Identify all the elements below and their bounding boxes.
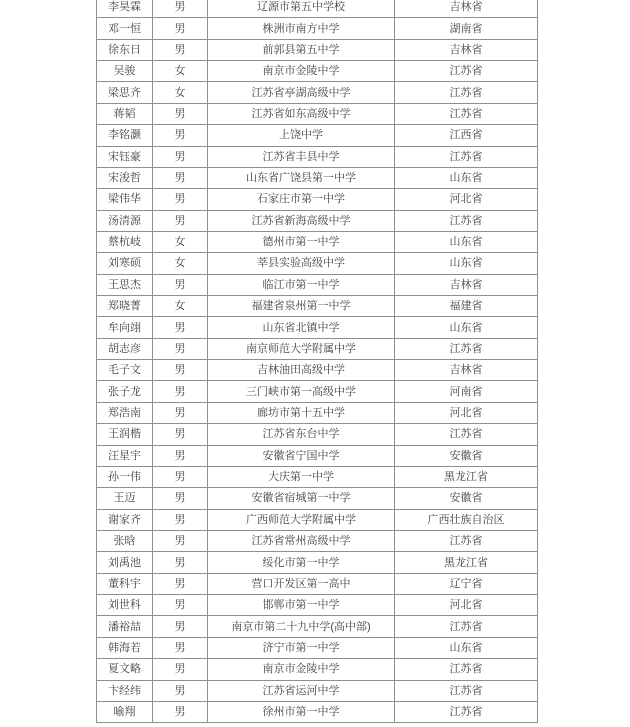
cell-school: 石家庄市第一中学 xyxy=(208,189,395,210)
cell-province: 江西省 xyxy=(395,125,538,146)
cell-province: 江苏省 xyxy=(395,338,538,359)
cell-school: 江苏省新海高级中学 xyxy=(208,210,395,231)
cell-province: 黑龙江省 xyxy=(395,466,538,487)
cell-name: 蒋韬 xyxy=(97,103,153,124)
cell-province: 河北省 xyxy=(395,189,538,210)
cell-province: 江苏省 xyxy=(395,616,538,637)
cell-gender: 男 xyxy=(153,509,208,530)
cell-gender: 女 xyxy=(153,231,208,252)
cell-province: 河北省 xyxy=(395,595,538,616)
cell-gender: 男 xyxy=(153,18,208,39)
table-row xyxy=(97,18,538,39)
cell-province: 湖南省 xyxy=(395,18,538,39)
cell-name: 李昊霖 xyxy=(97,0,153,18)
cell-gender: 男 xyxy=(153,680,208,701)
cell-gender: 男 xyxy=(153,146,208,167)
cell-province: 安徽省 xyxy=(395,445,538,466)
cell-gender: 男 xyxy=(153,125,208,146)
cell-school: 莘县实验高级中学 xyxy=(208,253,395,274)
cell-province: 山东省 xyxy=(395,231,538,252)
cell-name: 宋浚哲 xyxy=(97,167,153,188)
cell-name: 汤清源 xyxy=(97,210,153,231)
cell-name: 刘寒硕 xyxy=(97,253,153,274)
cell-name: 刘禹池 xyxy=(97,552,153,573)
table-row xyxy=(97,637,538,658)
cell-gender: 男 xyxy=(153,317,208,338)
cell-name: 汪星宇 xyxy=(97,445,153,466)
cell-gender: 男 xyxy=(153,381,208,402)
table-row xyxy=(97,167,538,188)
cell-name: 卞经纬 xyxy=(97,680,153,701)
cell-gender: 男 xyxy=(153,39,208,60)
cell-name: 牟向翊 xyxy=(97,317,153,338)
cell-school: 南京师范大学附属中学 xyxy=(208,338,395,359)
cell-school: 江苏省亭湖高级中学 xyxy=(208,82,395,103)
cell-province: 江苏省 xyxy=(395,146,538,167)
table-row xyxy=(97,125,538,146)
table-row xyxy=(97,530,538,551)
table-row xyxy=(97,573,538,594)
cell-school: 株洲市南方中学 xyxy=(208,18,395,39)
cell-school: 福建省泉州第一中学 xyxy=(208,296,395,317)
cell-name: 孙一伟 xyxy=(97,466,153,487)
cell-school: 南京市第二十九中学(高中部) xyxy=(208,616,395,637)
cell-gender: 男 xyxy=(153,466,208,487)
cell-name: 徐东日 xyxy=(97,39,153,60)
table-row xyxy=(97,552,538,573)
cell-school: 南京市金陵中学 xyxy=(208,61,395,82)
cell-province: 江苏省 xyxy=(395,82,538,103)
cell-gender: 男 xyxy=(153,573,208,594)
cell-name: 邓一恒 xyxy=(97,18,153,39)
table-row xyxy=(97,338,538,359)
cell-school: 德州市第一中学 xyxy=(208,231,395,252)
table-row xyxy=(97,317,538,338)
cell-name: 张子龙 xyxy=(97,381,153,402)
table-row xyxy=(97,466,538,487)
cell-name: 王润楷 xyxy=(97,424,153,445)
cell-name: 毛子文 xyxy=(97,360,153,381)
cell-school: 上饶中学 xyxy=(208,125,395,146)
cell-name: 喻翔 xyxy=(97,701,153,722)
cell-name: 梁伟华 xyxy=(97,189,153,210)
cell-school: 绥化市第一中学 xyxy=(208,552,395,573)
cell-gender: 男 xyxy=(153,103,208,124)
cell-province: 江苏省 xyxy=(395,680,538,701)
student-roster-table-body xyxy=(97,0,538,723)
cell-province: 江苏省 xyxy=(395,424,538,445)
cell-province: 江苏省 xyxy=(395,659,538,680)
cell-gender: 男 xyxy=(153,274,208,295)
cell-gender: 女 xyxy=(153,61,208,82)
cell-province: 江苏省 xyxy=(395,61,538,82)
cell-province: 山东省 xyxy=(395,317,538,338)
cell-school: 临江市第一中学 xyxy=(208,274,395,295)
table-row xyxy=(97,659,538,680)
cell-school: 徐州市第一中学 xyxy=(208,701,395,722)
cell-name: 李铭灏 xyxy=(97,125,153,146)
cell-school: 江苏省东台中学 xyxy=(208,424,395,445)
cell-province: 吉林省 xyxy=(395,0,538,18)
student-roster-table xyxy=(96,0,538,723)
cell-name: 谢家齐 xyxy=(97,509,153,530)
cell-gender: 男 xyxy=(153,338,208,359)
cell-province: 安徽省 xyxy=(395,488,538,509)
cell-gender: 男 xyxy=(153,701,208,722)
cell-school: 前郭县第五中学 xyxy=(208,39,395,60)
cell-province: 吉林省 xyxy=(395,39,538,60)
cell-name: 张晗 xyxy=(97,530,153,551)
table-row xyxy=(97,0,538,18)
table-row xyxy=(97,381,538,402)
cell-school: 山东省广饶县第一中学 xyxy=(208,167,395,188)
cell-school: 安徽省宁国中学 xyxy=(208,445,395,466)
cell-school: 江苏省运河中学 xyxy=(208,680,395,701)
cell-name: 董科宇 xyxy=(97,573,153,594)
table-row xyxy=(97,61,538,82)
cell-name: 梁思齐 xyxy=(97,82,153,103)
cell-province: 江苏省 xyxy=(395,701,538,722)
cell-gender: 男 xyxy=(153,360,208,381)
cell-province: 河北省 xyxy=(395,402,538,423)
cell-school: 南京市金陵中学 xyxy=(208,659,395,680)
table-row xyxy=(97,103,538,124)
cell-province: 辽宁省 xyxy=(395,573,538,594)
cell-school: 辽源市第五中学校 xyxy=(208,0,395,18)
table-row xyxy=(97,146,538,167)
cell-gender: 男 xyxy=(153,637,208,658)
cell-name: 吴骏 xyxy=(97,61,153,82)
cell-province: 江苏省 xyxy=(395,530,538,551)
cell-gender: 女 xyxy=(153,82,208,103)
table-row xyxy=(97,253,538,274)
table-row xyxy=(97,210,538,231)
table-row xyxy=(97,595,538,616)
cell-name: 夏文略 xyxy=(97,659,153,680)
table-row xyxy=(97,445,538,466)
cell-name: 蔡杭岐 xyxy=(97,231,153,252)
table-row xyxy=(97,82,538,103)
cell-school: 大庆第一中学 xyxy=(208,466,395,487)
cell-province: 黑龙江省 xyxy=(395,552,538,573)
table-row xyxy=(97,488,538,509)
cell-name: 郑浩南 xyxy=(97,402,153,423)
cell-province: 山东省 xyxy=(395,637,538,658)
table-row xyxy=(97,231,538,252)
cell-school: 江苏省常州高级中学 xyxy=(208,530,395,551)
table-row xyxy=(97,189,538,210)
cell-province: 江苏省 xyxy=(395,103,538,124)
cell-gender: 男 xyxy=(153,530,208,551)
cell-gender: 男 xyxy=(153,167,208,188)
cell-gender: 男 xyxy=(153,552,208,573)
cell-name: 王思杰 xyxy=(97,274,153,295)
cell-gender: 男 xyxy=(153,595,208,616)
cell-name: 潘裕喆 xyxy=(97,616,153,637)
table-row xyxy=(97,509,538,530)
cell-gender: 男 xyxy=(153,189,208,210)
table-row xyxy=(97,424,538,445)
cell-gender: 男 xyxy=(153,402,208,423)
cell-gender: 男 xyxy=(153,424,208,445)
cell-province: 山东省 xyxy=(395,253,538,274)
cell-school: 三门峡市第一高级中学 xyxy=(208,381,395,402)
table-row xyxy=(97,680,538,701)
cell-school: 江苏省丰县中学 xyxy=(208,146,395,167)
cell-gender: 男 xyxy=(153,659,208,680)
cell-province: 河南省 xyxy=(395,381,538,402)
cell-gender: 男 xyxy=(153,488,208,509)
cell-gender: 男 xyxy=(153,0,208,18)
cell-gender: 女 xyxy=(153,253,208,274)
cell-name: 韩海若 xyxy=(97,637,153,658)
cell-school: 廊坊市第十五中学 xyxy=(208,402,395,423)
cell-province: 广西壮族自治区 xyxy=(395,509,538,530)
table-row xyxy=(97,616,538,637)
cell-province: 福建省 xyxy=(395,296,538,317)
cell-name: 胡志彦 xyxy=(97,338,153,359)
cell-gender: 男 xyxy=(153,445,208,466)
cell-gender: 女 xyxy=(153,296,208,317)
cell-school: 安徽省宿城第一中学 xyxy=(208,488,395,509)
cell-school: 邯郸市第一中学 xyxy=(208,595,395,616)
table-row xyxy=(97,402,538,423)
cell-province: 山东省 xyxy=(395,167,538,188)
cell-province: 吉林省 xyxy=(395,274,538,295)
cell-school: 江苏省如东高级中学 xyxy=(208,103,395,124)
cell-school: 广西师范大学附属中学 xyxy=(208,509,395,530)
cell-school: 营口开发区第一高中 xyxy=(208,573,395,594)
table-row xyxy=(97,274,538,295)
table-row xyxy=(97,360,538,381)
table-row xyxy=(97,39,538,60)
table-row xyxy=(97,296,538,317)
cell-name: 刘世科 xyxy=(97,595,153,616)
cell-school: 山东省北镇中学 xyxy=(208,317,395,338)
cell-province: 江苏省 xyxy=(395,210,538,231)
table-row xyxy=(97,701,538,722)
cell-name: 郑晓菁 xyxy=(97,296,153,317)
cell-name: 宋钰豪 xyxy=(97,146,153,167)
cell-gender: 男 xyxy=(153,210,208,231)
cell-gender: 男 xyxy=(153,616,208,637)
cell-school: 济宁市第一中学 xyxy=(208,637,395,658)
cell-name: 王迈 xyxy=(97,488,153,509)
cell-school: 吉林油田高级中学 xyxy=(208,360,395,381)
cell-province: 吉林省 xyxy=(395,360,538,381)
